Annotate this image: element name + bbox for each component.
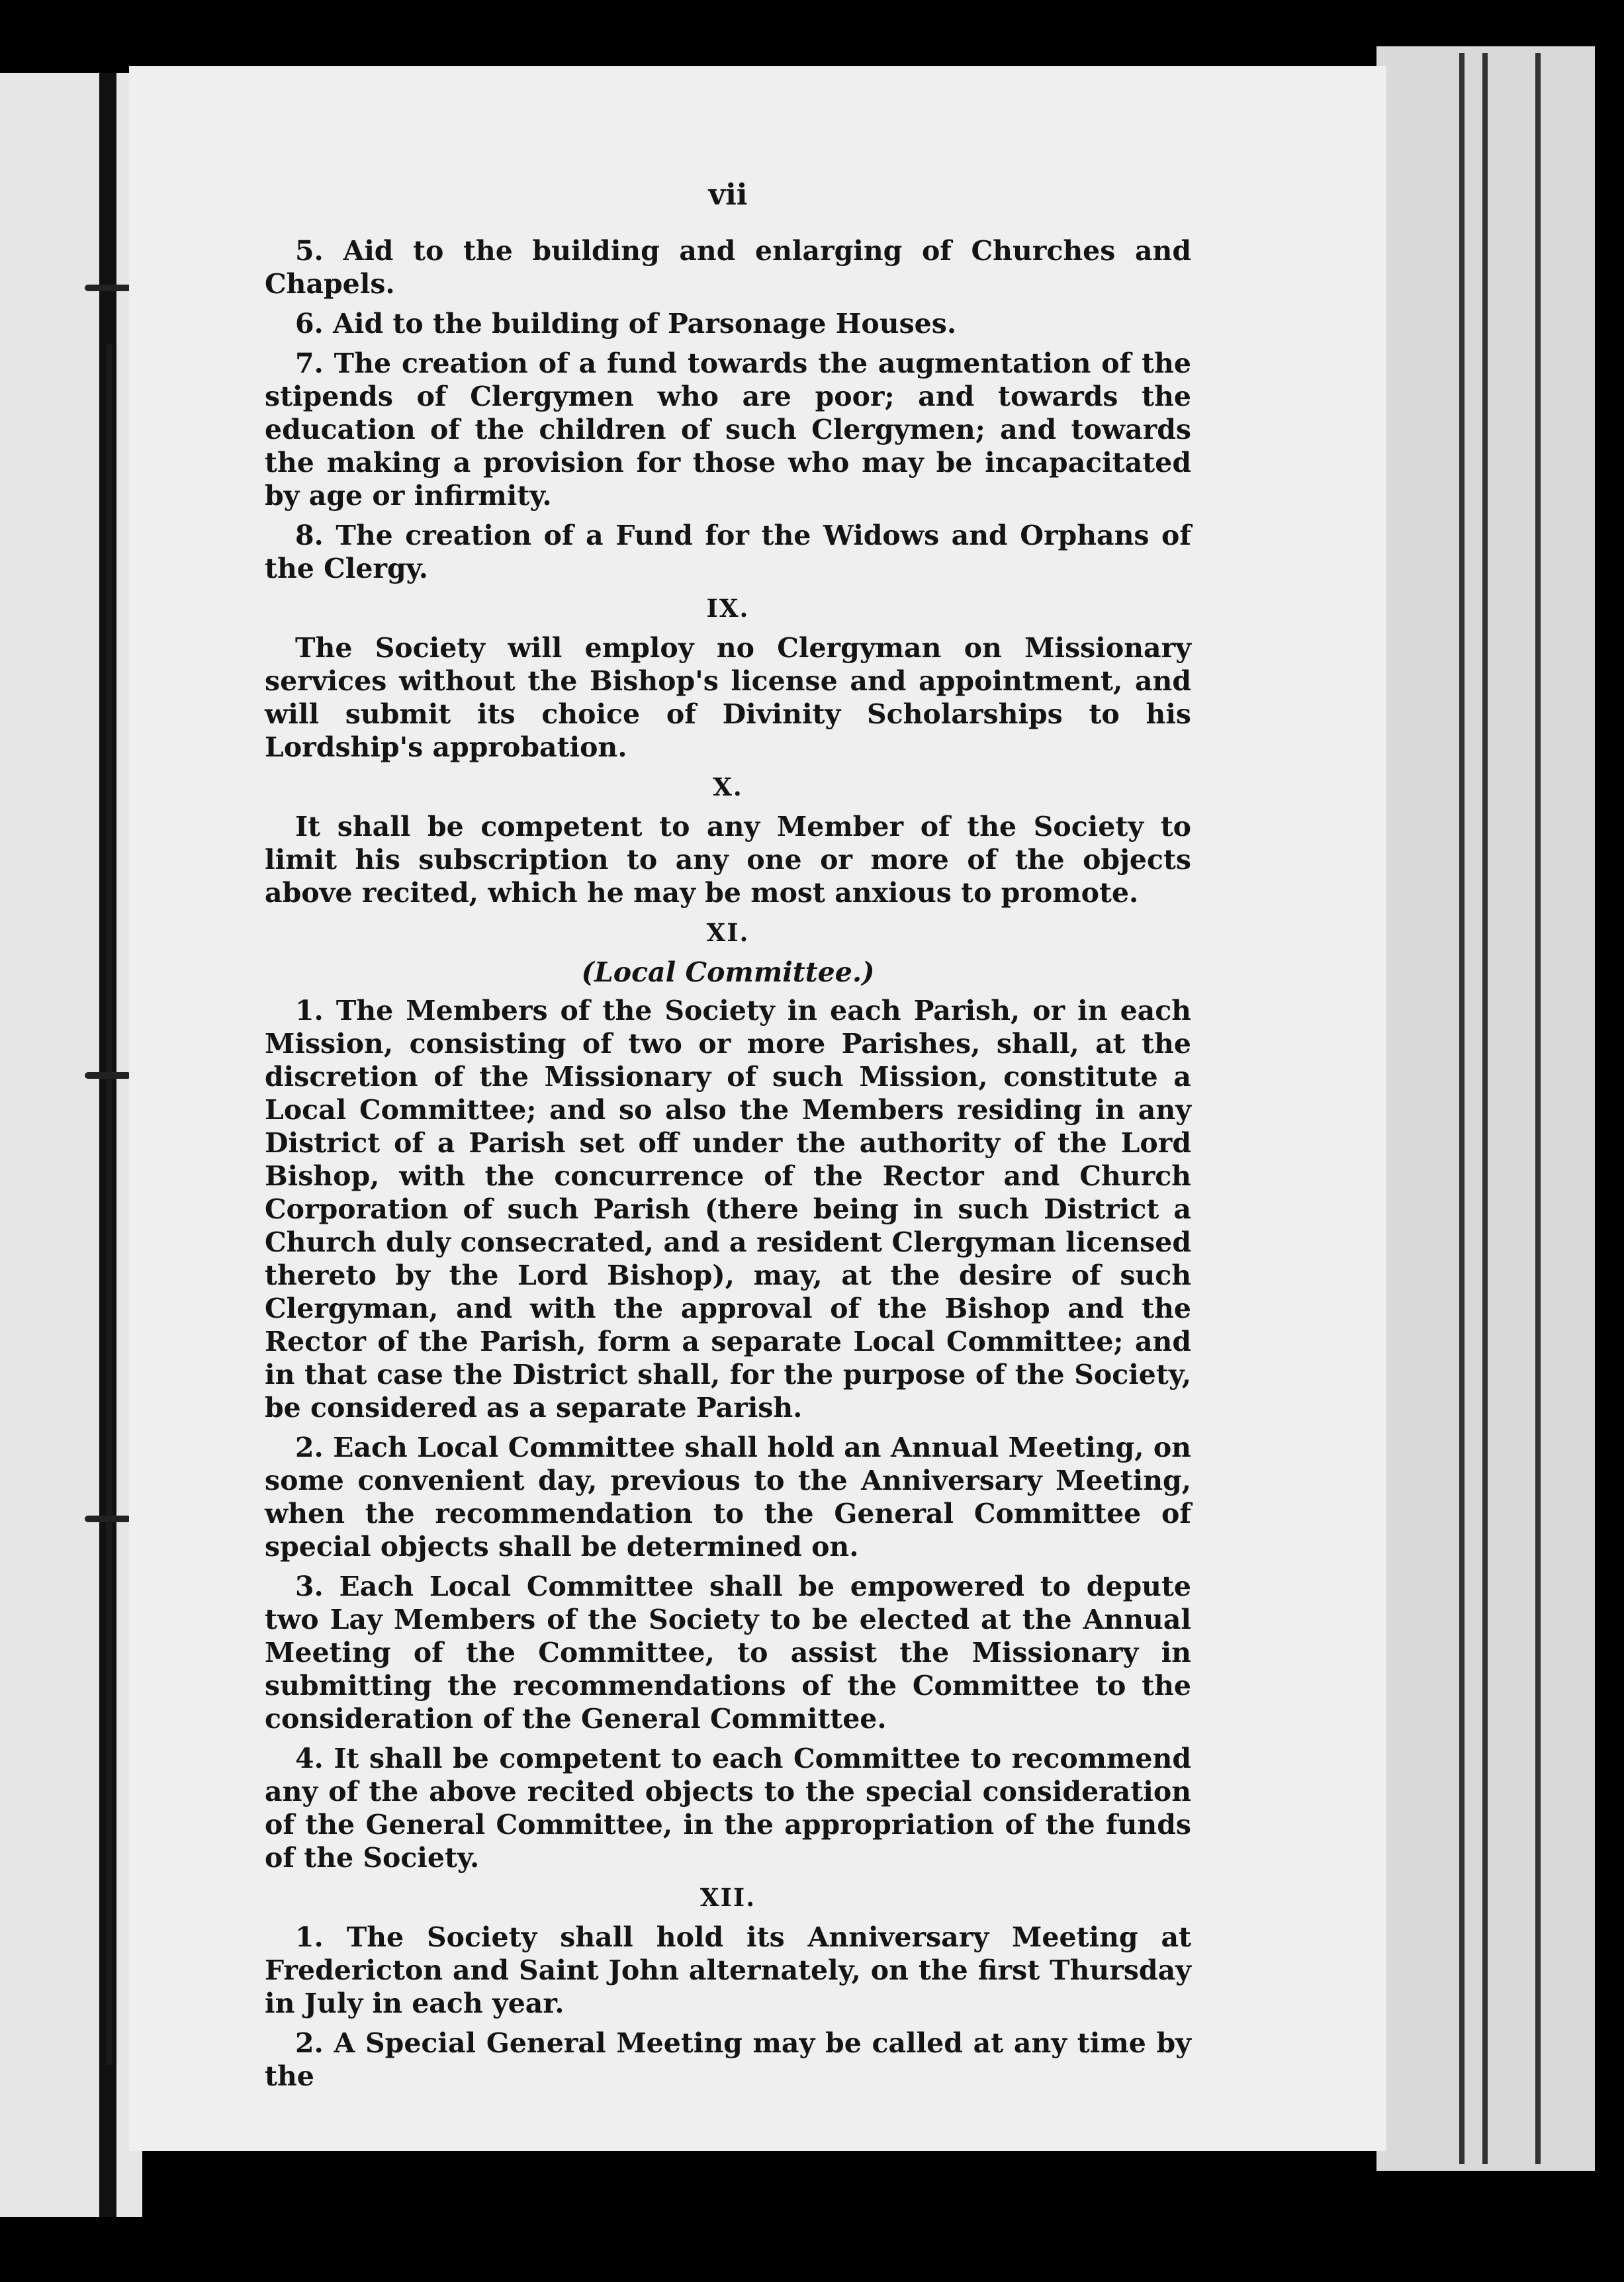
section-heading: XI. [706, 918, 750, 947]
paragraph: 2. A Special General Meeting may be called at any time by the [265, 2027, 1191, 2092]
page-edge-line [1482, 53, 1488, 2164]
paragraph: It shall be competent to any Member of the Society to limit his subscription to any one or more of the objects above recited, which he may be most anxious to promote. [265, 811, 1191, 909]
paragraph: 7. The creation of a fund towards the augmentation of the stipends of Clergymen who are poor; and towards the education of the children of such Clergymen; and towards the making a provision for those who may be incapacitated by age or infirmity. [265, 347, 1191, 512]
paragraph: 5. Aid to the building and enlarging of Churches and Chapels. [265, 235, 1191, 300]
section-heading: X. [713, 772, 743, 801]
paragraph: The Society will employ no Clergyman on Missionary services without the Bishop's license and appointment, and will submit its choice of Divinity Scholarships to his Lordship's approbation. [265, 632, 1191, 763]
page-text [265, 179, 1191, 2099]
paragraph: 4. It shall be competent to each Committee to recommend any of the above recited objects to the special consideration of the General Committee, in the appropriation of the funds of the Society. [265, 1743, 1191, 1874]
paragraph: 3. Each Local Committee shall be empowered to depute two Lay Members of the Society to be elected at the Annual Meeting of the Committee, to assist the Missionary in submitting the recommendations of the Committee to the consideration of the General Committee. [265, 1571, 1191, 1735]
section-heading: XII. [699, 1883, 756, 1912]
page-edge-line [1459, 53, 1465, 2164]
paragraph: 1. The Members of the Society in each Parish, or in each Mission, consisting of two or more Parishes, shall, at the discretion of the Missionary of such Mission, constitute a Local Committee; and so also the Members residing in any District of a Parish set off under the authority of the Lord Bishop, with the concurrence of the Rector and Church Corporation of such Parish (there being in such District a Church duly consecrated, and a resident Clergyman licensed thereto by the Lord Bishop), may, at the desire of such Clergyman, and with the approval of the Bishop and the Rector of the Parish, form a separate Local Committee; and in that case the District shall, for the purpose of the Society, be considered as a separate Parish. [265, 995, 1191, 1424]
paragraph: 1. The Society shall hold its Anniversary Meeting at Fredericton and Saint John alternately, on the first Thursday in July in each year. [265, 1921, 1191, 2019]
paragraph: 6. Aid to the building of Parsonage Houses. [295, 308, 957, 340]
paragraph: 8. The creation of a Fund for the Widows and Orphans of the Clergy. [265, 520, 1191, 584]
left-page-margin [0, 73, 142, 2217]
binding-stitch [85, 285, 131, 291]
page-body [265, 234, 1191, 2093]
page-edge-line [1535, 53, 1541, 2164]
section-subheading: (Local Committee.) [581, 956, 875, 988]
binding-cord [106, 344, 113, 2065]
binding-stitch [85, 1072, 131, 1079]
binding-stitch [85, 1516, 131, 1522]
page-number: vii [708, 178, 748, 212]
section-heading: IX. [706, 594, 750, 623]
paragraph: 2. Each Local Committee shall hold an Annual Meeting, on some convenient day, previous to the Anniversary Meeting, when the recommendation to the General Committee of special objects shall be determined on. [265, 1432, 1191, 1563]
